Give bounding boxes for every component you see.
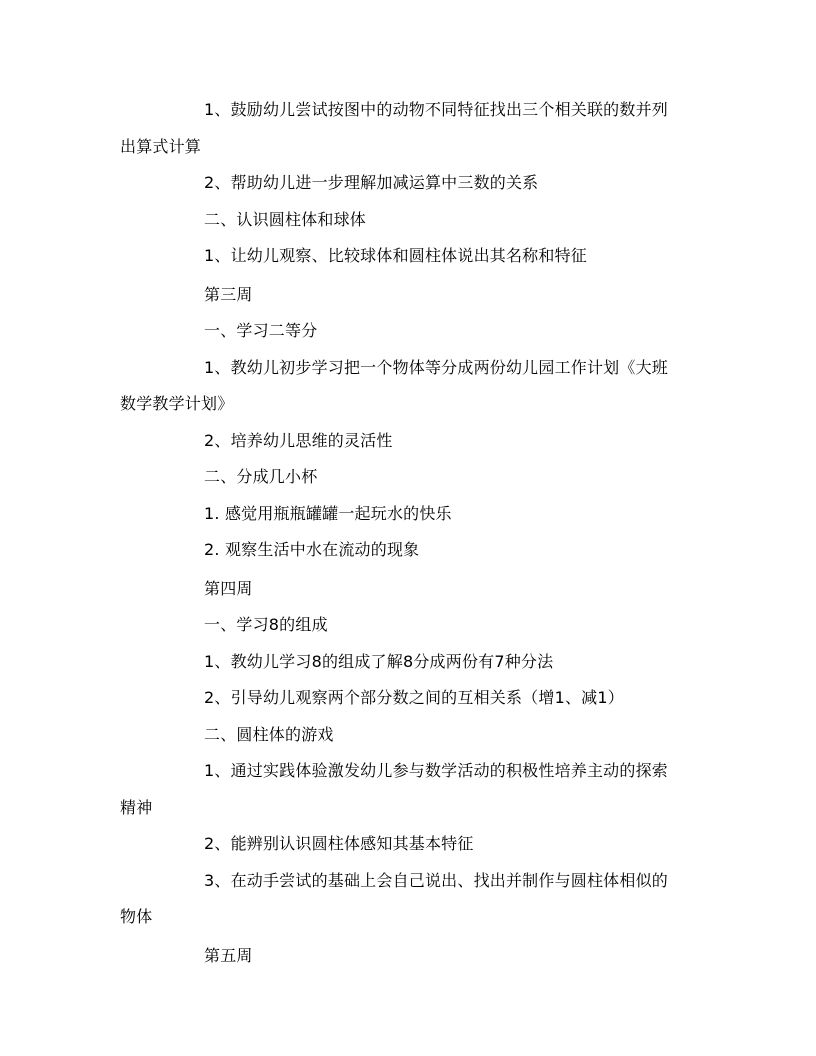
section-heading-cylinder-sphere: 二、认识圆柱体和球体 [204, 209, 367, 229]
document-body [120, 92, 684, 974]
section-heading-cups: 二、分成几小杯 [204, 467, 318, 486]
section-heading-cylinder-game: 二、圆柱体的游戏 [204, 724, 334, 744]
paragraph-cups-2: 2. 观察生活中水在流动的现象 [204, 540, 420, 559]
paragraph-cylinder-game-2: 2、能辨别认识圆柱体感知其基本特征 [204, 834, 474, 853]
paragraph-cylinder-game-1: 1、通过实践体验激发幼儿参与数学活动的积极性培养主动的探索精神 [120, 761, 668, 817]
paragraph-cylinder-game-3: 3、在动手尝试的基础上会自己说出、找出并制作与圆柱体相似的物体 [120, 870, 668, 926]
paragraph-cups-1: 1. 感觉用瓶瓶罐罐一起玩水的快乐 [204, 503, 452, 523]
paragraph-eight-1: 1、教幼儿学习8的组成了解8分成两份有7种分法 [204, 651, 554, 671]
section-heading-halving: 一、学习二等分 [204, 321, 318, 340]
section-heading-eight: 一、学习8的组成 [204, 615, 328, 634]
week-heading-5: 第五周 [204, 945, 253, 965]
paragraph-halving-2: 2、培养幼儿思维的灵活性 [204, 430, 393, 450]
paragraph-halving-1: 1、教幼儿初步学习把一个物体等分成两份幼儿园工作计划《大班数学教学计划》 [120, 357, 668, 413]
paragraph-eight-2: 2、引导幼儿观察两个部分数之间的互相关系（增1、减1） [204, 688, 624, 707]
paragraph-goal-1: 1、鼓励幼儿尝试按图中的动物不同特征找出三个相关联的数并列出算式计算 [120, 100, 668, 156]
week-heading-3: 第三周 [204, 284, 253, 304]
week-heading-4: 第四周 [204, 578, 253, 598]
paragraph-observe-compare: 1、让幼儿观察、比较球体和圆柱体说出其名称和特征 [204, 246, 587, 265]
paragraph-goal-2: 2、帮助幼儿进一步理解加减运算中三数的关系 [204, 173, 539, 192]
